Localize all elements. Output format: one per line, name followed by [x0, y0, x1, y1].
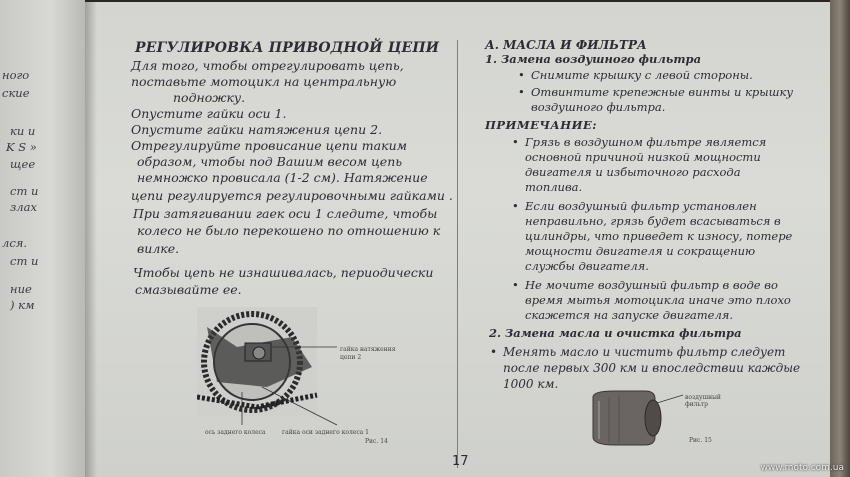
- text-line: Для того, чтобы отрегулировать цепь,: [131, 58, 404, 73]
- note-item-cont: мощности двигателя и сокращению: [525, 244, 756, 258]
- text-line: подножку.: [173, 90, 246, 105]
- subsection-title: 2. Замена масла и очистка фильтра: [489, 326, 742, 340]
- bullet-item: • Менять масло и чистить фильтр следует: [503, 345, 785, 360]
- note-item-cont: неправильно, грязь будет всасываться в: [525, 214, 781, 228]
- previous-page-edge: [0, 0, 85, 477]
- subsection-title: 1. Замена воздушного фильтра: [485, 52, 702, 66]
- text-line: Опустите гайки натяжения цепи 2.: [131, 122, 383, 137]
- text-line: смазывайте ее.: [135, 282, 242, 297]
- fragment-text: ) км: [10, 298, 35, 312]
- fragment-text: щее: [10, 157, 36, 171]
- text-line: образом, чтобы под Вашим весом цепь: [137, 154, 403, 169]
- note-item: • Если воздушный фильтр установлен: [525, 199, 757, 214]
- note-item-cont: скажется на запуске двигателя.: [525, 308, 734, 322]
- text-line: Опустите гайки оси 1.: [131, 106, 287, 121]
- text-line: немножко провисала (1-2 см). Натяжение: [137, 170, 428, 185]
- air-filter-drawing: [585, 387, 695, 451]
- note-title: ПРИМЕЧАНИЕ:: [485, 118, 597, 132]
- note-item: • Грязь в воздушном фильтре является: [525, 135, 766, 150]
- bullet-item-cont: после первых 300 км и впоследствии каждые: [503, 361, 801, 375]
- text-line: При затягивании гаек оси 1 следите, чтобы: [133, 206, 438, 221]
- section-title: А. МАСЛА И ФИЛЬТРА: [485, 38, 647, 52]
- fragment-text: ки и: [10, 124, 36, 138]
- bullet-item: • Отвинтите крепежные винты и крышку: [531, 85, 793, 100]
- note-item-cont: службы двигателя.: [525, 259, 649, 273]
- figure-label: воздушный: [685, 394, 721, 401]
- bullet-item-cont: воздушного фильтра.: [531, 100, 666, 114]
- note-item: • Не мочите воздушный фильтр в воде во: [525, 278, 778, 293]
- figure-label: гайка натяжения: [340, 346, 396, 353]
- fragment-text: ст и: [10, 184, 39, 198]
- fragment-text: злах: [10, 200, 37, 214]
- fragment-text: ские: [2, 86, 30, 100]
- chain-figure: [197, 307, 407, 447]
- figure-label: цепи 2: [340, 354, 362, 361]
- watermark-text: www.moto.com.ua: [760, 463, 844, 473]
- text-line: вилке.: [137, 241, 180, 256]
- fragment-text: ние: [10, 282, 32, 296]
- fragment-text: ст и: [10, 254, 39, 268]
- note-item-cont: топлива.: [525, 180, 583, 194]
- next-page-edge: [830, 0, 850, 477]
- bullet-item-cont: 1000 км.: [503, 377, 559, 391]
- figure-label: ось заднего колеса: [205, 429, 266, 436]
- figure-label: гайка оси заднего колеса 1: [282, 429, 369, 436]
- bullet-item: • Снимите крышку с левой стороны.: [531, 68, 753, 83]
- section-heading: РЕГУЛИРОВКА ПРИВОДНОЙ ЦЕПИ: [135, 40, 440, 56]
- text-line: Отрегулируйте провисание цепи таким: [131, 138, 407, 153]
- text-line: поставьте мотоцикл на центральную: [131, 74, 397, 89]
- note-item-cont: цилиндры, что приведет к износу, потере: [525, 229, 793, 243]
- note-item-cont: время мытья мотоцикла иначе это плохо: [525, 293, 791, 307]
- text-line: Чтобы цепь не изнашивалась, периодически: [133, 265, 434, 280]
- text-line: цепи регулируется регулировочными гайками .: [131, 188, 453, 203]
- note-item-cont: двигателя и избыточного расхода: [525, 165, 741, 179]
- air-filter-figure: [585, 387, 735, 457]
- page-number: 17: [452, 454, 469, 469]
- figure-caption: Рис. 14: [365, 438, 388, 445]
- fragment-text: K S »: [6, 140, 37, 154]
- fragment-text: лся.: [2, 236, 28, 250]
- fragment-text: ного: [2, 68, 30, 82]
- note-item-cont: основной причиной низкой мощности: [525, 150, 761, 164]
- figure-caption: Рис. 15: [689, 437, 712, 444]
- text-line: колесо не было перекошено по отношению к: [137, 223, 441, 238]
- column-divider: [457, 40, 458, 468]
- figure-label: фильтр: [685, 401, 708, 408]
- manual-page: [85, 2, 830, 477]
- page-fold-shadow: [85, 2, 97, 477]
